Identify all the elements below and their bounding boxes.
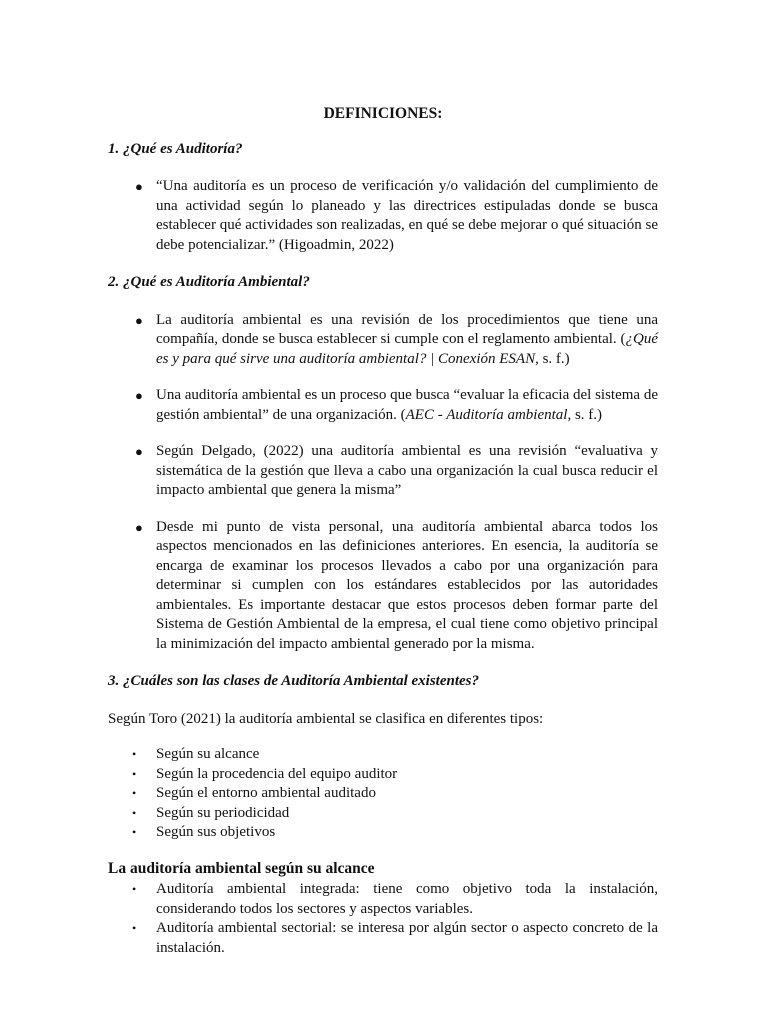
list-item [108, 745, 658, 765]
list-item-text: Auditoría ambiental sectorial: se interesa por algún sector o aspecto concreto de la instalación. [156, 920, 658, 956]
list-item-text: Según el entorno ambiental auditado [156, 785, 376, 801]
section1-list [108, 177, 658, 255]
bullet-icon: • [132, 825, 137, 839]
citation-title: AEC - Auditoría ambiental [405, 406, 568, 423]
citation-title: ¿Qué es y para qué sirve una auditoría ambiental? | Conexión ESAN [156, 331, 658, 367]
list-item [108, 919, 658, 958]
list-item [108, 518, 658, 655]
bullet-icon: ● [135, 519, 143, 535]
list-item [108, 880, 658, 919]
bullet-icon: ● [135, 179, 143, 194]
list-item-text: Según su alcance [156, 746, 260, 762]
document-body [108, 104, 658, 958]
list-item [108, 765, 658, 785]
list-item-text: Según su periodicidad [156, 804, 290, 821]
section-heading-4: La auditoría ambiental según su alcance [108, 859, 375, 877]
section3-intro: Según Toro (2021) la auditoría ambiental se clasifica en diferentes tipos: [108, 710, 544, 727]
section2-list [108, 311, 658, 655]
bullet-icon: ● [135, 312, 143, 328]
page-title: DEFINICIONES: [323, 105, 443, 122]
citation-suffix: , s. f.) [535, 350, 570, 367]
section-heading-2: 2. ¿Qué es Auditoría Ambiental? [108, 274, 310, 290]
bullet-icon: • [132, 786, 137, 800]
list-item [108, 177, 658, 255]
list-item-text: Desde mi punto de vista personal, una auditoría ambiental abarca todos los aspectos mencionados en las definiciones anteriores. En esencia, la auditoría se encarga de examinar los procesos llevados a cabo por una organización para determinar si cumplen con los estándares establecidos por las autoridades ambientales. Es importante destacar que estos procesos deben formar parte del Sistema de Gestión Ambiental de la empresa, el cual tiene como objetivo principal la minimización del impacto ambiental generado por la misma. [156, 518, 658, 652]
section-heading-1: 1. ¿Qué es Auditoría? [108, 140, 243, 157]
list-item-text: La auditoría ambiental es una revisión de los procedimientos que tiene una compañía, donde se busca establecer si cumple con el reglamento ambiental. ( [156, 311, 658, 347]
list-item-text: Según la procedencia del equipo auditor [156, 765, 398, 782]
list-item [108, 823, 658, 843]
list-item [108, 442, 658, 501]
bullet-icon: ● [135, 444, 143, 459]
bullet-icon: • [132, 921, 137, 935]
list-item [108, 784, 658, 804]
list-item-text: “Una auditoría es un proceso de verificación y/o validación del cumplimiento de una actividad según lo planeado y las directrices estipuladas donde se busca establecer qué actividades son realizadas, en qué se debe mejorar o qué situación se debe potencializar.” (Higoadmin, 2022) [156, 178, 658, 253]
list-item-text: Según sus objetivos [156, 824, 276, 840]
bullet-icon: • [132, 766, 137, 781]
list-item [108, 311, 658, 370]
citation-suffix: , s. f.) [567, 406, 603, 423]
bullet-icon: • [132, 805, 137, 820]
bullet-icon: • [132, 747, 137, 761]
list-item-text: Según Delgado, (2022) una auditoría ambiental es una revisión “evaluativa y sistemática de la gestión que lleva a cabo una organización la cual busca reducir el impacto ambiental que genera la misma” [156, 443, 658, 498]
list-item [108, 804, 658, 824]
list-item-text: Auditoría ambiental integrada: tiene como objetivo toda la instalación, considerando todos los sectores y aspectos variables. [156, 881, 658, 917]
list-item-text: Una auditoría ambiental es un proceso que busca “evaluar la eficacia del sistema de gestión ambiental” de una organización. ( [156, 387, 658, 423]
list-item [108, 386, 658, 425]
scope-list [108, 880, 658, 958]
bullet-icon: • [132, 882, 137, 896]
bullet-icon: ● [135, 388, 143, 403]
section-heading-3: 3. ¿Cuáles son las clases de Auditoría Ambiental existentes? [108, 673, 480, 689]
audit-types-list [108, 745, 658, 843]
